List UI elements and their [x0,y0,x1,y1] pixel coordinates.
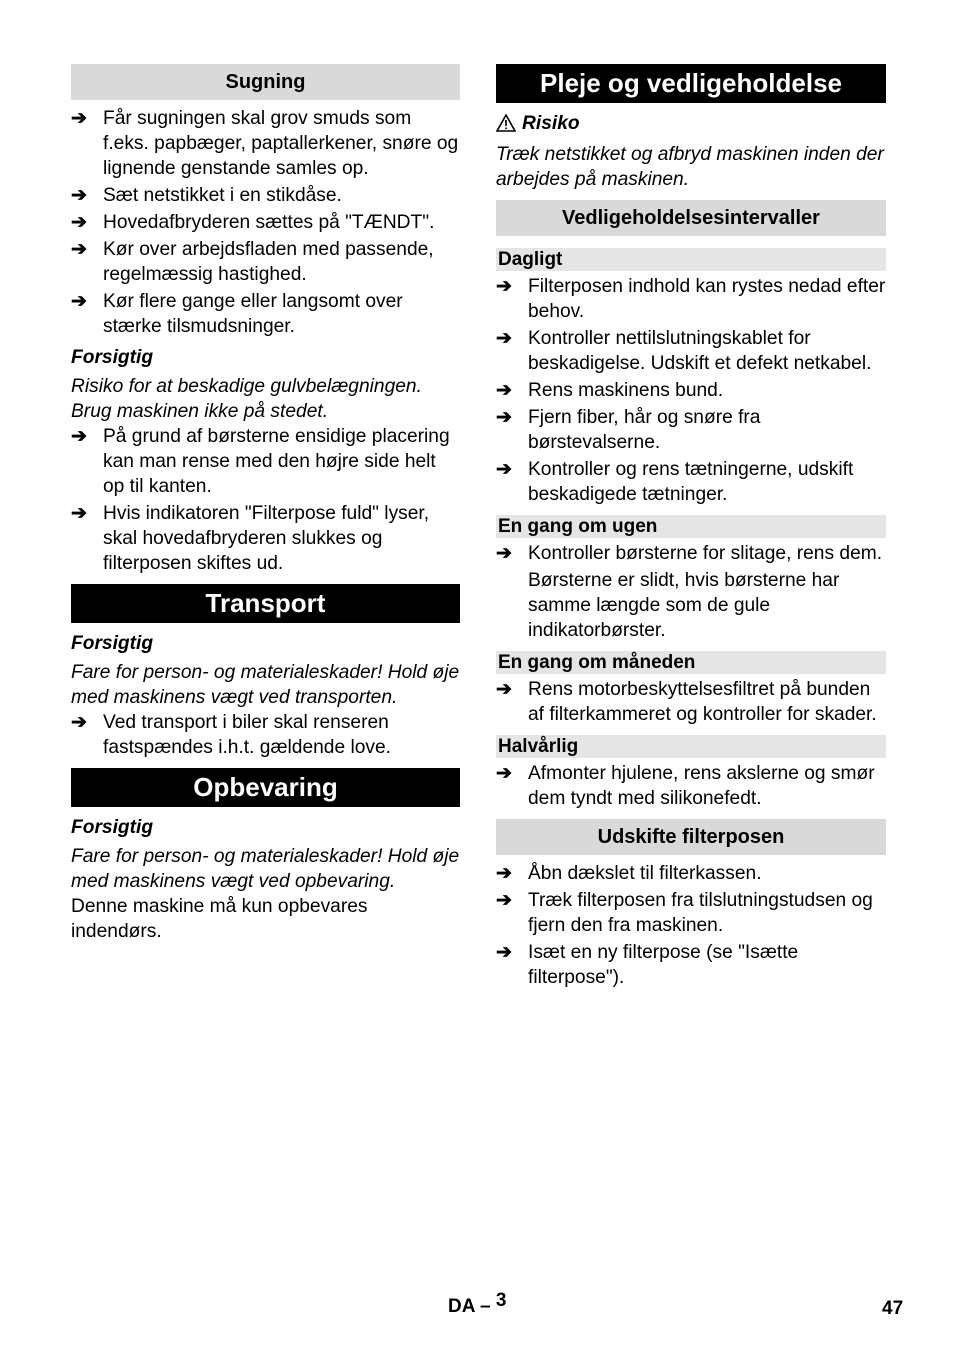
list-item: ➔ Fjern fiber, hår og snøre fra børstevalserne. [496,407,761,453]
arrow-icon: ➔ [71,712,87,733]
arrow-icon: ➔ [71,108,87,129]
list-item: ➔ Isæt en ny filterpose (se "Isætte filterpose"). [496,942,799,988]
halfyear-list [496,761,886,811]
risk-text: Træk netstikket og afbryd maskinen inden der arbejdes på maskinen. [496,144,884,190]
arrow-icon: ➔ [496,407,512,428]
risk-label: Risiko [522,113,580,134]
list-item: ➔ På grund af børsterne ensidige placering kan man rense med den højre side helt op til kanten. [71,426,450,497]
list-item: ➔ Hvis indikatoren "Filterpose fuld" lyser, skal hovedafbryderen slukkes og filterposen skiftes ud. [71,503,430,574]
monthly-list [496,677,886,727]
subheading-halfyear: Halvårlig [496,735,886,758]
caution-text: Risiko for at beskadige gulvbelægningen. Brug maskinen ikke på stedet. [71,376,422,422]
list-item: ➔ Træk filterposen fra tilslutningstudsen og fjern den fra maskinen. [496,890,873,936]
arrow-icon: ➔ [496,543,512,564]
arrow-icon: ➔ [496,328,512,349]
list-item: ➔ Kontroller nettilslutningskablet for beskadigelse. Udskift et defekt netkabel. [496,328,872,374]
list-item: ➔ Kontroller børsterne for slitage, rens dem. [496,543,883,564]
page-number: 47 [882,1298,904,1319]
footer-section-number: 3 [495,1290,507,1311]
arrow-icon: ➔ [496,863,512,884]
arrow-icon: ➔ [496,942,512,963]
arrow-icon: ➔ [496,890,512,911]
risk-label-row [496,111,886,139]
section-heading-intervals: Vedligeholdelsesintervaller [496,200,886,236]
arrow-icon: ➔ [71,426,87,447]
transport-list [71,710,460,760]
caution-text: Fare for person- og materialeskader! Hold øje med maskinens vægt ved opbevaring. [71,846,460,892]
list-item: ➔ Får sugningen skal grov smuds som f.eks. papbæger, paptallerkener, snøre og lignende genstande samles op. [71,108,459,179]
list-item: ➔ Åbn dækslet til filterkassen. [496,863,762,884]
section-heading-pleje: Pleje og vedligeholdelse [496,64,886,103]
arrow-icon: ➔ [71,212,87,233]
list-item: ➔ Kør flere gange eller langsomt over stærke tilsmudsninger. [71,291,403,337]
footer-dash: – [480,1296,491,1317]
weekly-list [496,541,886,566]
arrow-icon: ➔ [71,291,87,312]
subheading-monthly: En gang om måneden [496,651,886,674]
section-heading-filter: Udskifte filterposen [496,819,886,855]
footer-section-label [448,1290,507,1318]
right-column [496,64,886,992]
daily-list [496,274,886,507]
arrow-icon: ➔ [71,185,87,206]
weekly-note: Børsterne er slidt, hvis børsterne har samme længde som de gule indikatorbørster. [528,570,840,641]
arrow-icon: ➔ [496,459,512,480]
list-item: ➔ Afmonter hjulene, rens akslerne og smør dem tyndt med silikonefedt. [496,763,875,809]
subheading-weekly: En gang om ugen [496,515,886,538]
caution-label: Forsigtig [71,347,154,368]
list-item: ➔ Filterposen indhold kan rystes nedad efter behov. [496,276,886,322]
arrow-icon: ➔ [71,503,87,524]
footer-lang: DA [448,1296,475,1317]
caution-label: Forsigtig [71,817,154,838]
arrow-icon: ➔ [496,679,512,700]
sugning-list [71,106,460,339]
caution-text: Fare for person- og materialeskader! Hold øje med maskinens vægt ved transporten. [71,662,460,708]
section-heading-sugning: Sugning [71,64,460,100]
arrow-icon: ➔ [496,763,512,784]
list-item: ➔ Kør over arbejdsfladen med passende, regelmæssig hastighed. [71,239,434,285]
list-item: ➔ Kontroller og rens tætningerne, udskift beskadigede tætninger. [496,459,854,505]
warning-triangle-icon [496,114,516,139]
subheading-daily: Dagligt [496,248,886,271]
list-item: ➔ Hovedafbryderen sættes på "TÆNDT". [71,212,435,233]
list-item: ➔ Rens maskinens bund. [496,380,724,401]
arrow-icon: ➔ [496,276,512,297]
section-heading-opbevaring: Opbevaring [71,768,460,807]
list-item: ➔ Ved transport i biler skal renseren fastspændes i.h.t. gældende love. [71,712,391,758]
left-column [71,64,460,944]
list-item: ➔ Rens motorbeskyttelsesfiltret på bunden af filterkammeret og kontroller for skader. [496,679,877,725]
sugning-list-2 [71,424,460,576]
section-heading-transport: Transport [71,584,460,623]
arrow-icon: ➔ [496,380,512,401]
caution-label: Forsigtig [71,633,154,654]
list-item: ➔ Sæt netstikket i en stikdåse. [71,185,342,206]
filter-list [496,861,886,990]
storage-text: Denne maskine må kun opbevares indendørs. [71,896,368,942]
arrow-icon: ➔ [71,239,87,260]
